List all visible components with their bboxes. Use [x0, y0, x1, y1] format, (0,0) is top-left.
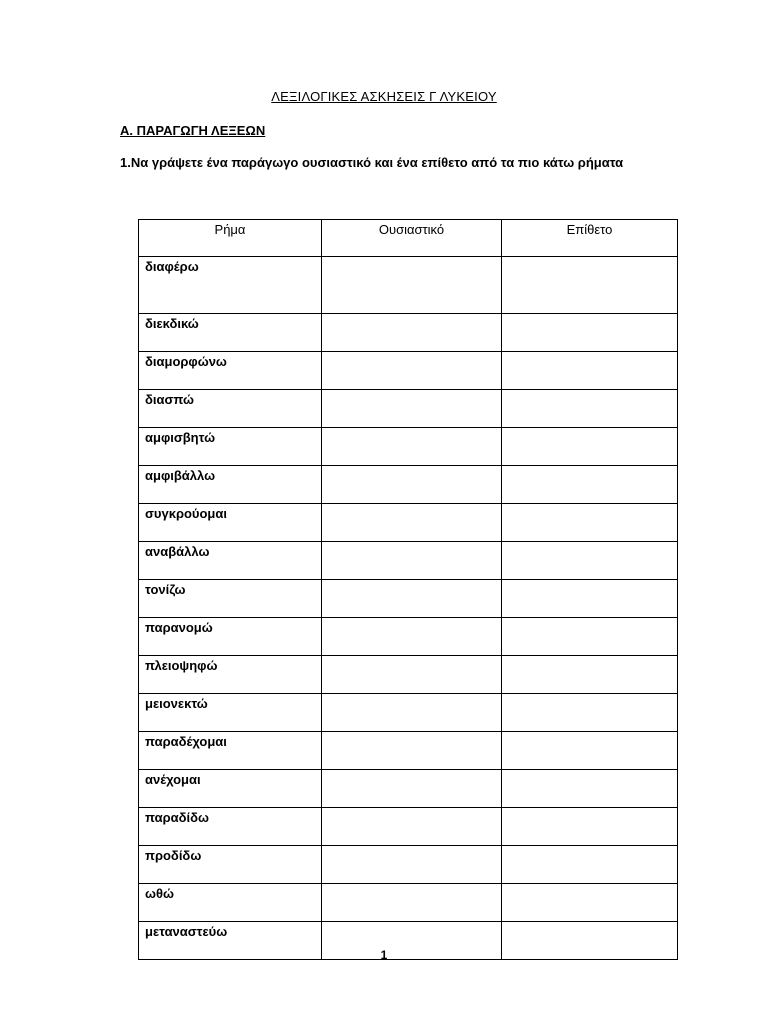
verb-cell: μεταναστεύω: [139, 922, 322, 960]
verb-cell: πλειοψηφώ: [139, 656, 322, 694]
noun-answer-cell[interactable]: [322, 390, 502, 428]
adjective-answer-cell[interactable]: [502, 390, 678, 428]
table-row: [139, 428, 678, 466]
adjective-answer-cell[interactable]: [502, 542, 678, 580]
header-verb: Ρήμα: [139, 220, 322, 257]
verb-cell: διασπώ: [139, 390, 322, 428]
verb-cell: διεκδικώ: [139, 314, 322, 352]
table-row: [139, 542, 678, 580]
table-row: [139, 618, 678, 656]
noun-answer-cell[interactable]: [322, 846, 502, 884]
noun-answer-cell[interactable]: [322, 656, 502, 694]
noun-answer-cell[interactable]: [322, 466, 502, 504]
verb-cell: αμφιβάλλω: [139, 466, 322, 504]
page-number: 1: [380, 948, 388, 962]
table-row: [139, 466, 678, 504]
noun-answer-cell[interactable]: [322, 542, 502, 580]
adjective-answer-cell[interactable]: [502, 770, 678, 808]
adjective-answer-cell[interactable]: [502, 352, 678, 390]
verb-cell: μειονεκτώ: [139, 694, 322, 732]
table-row: [139, 390, 678, 428]
adjective-answer-cell[interactable]: [502, 694, 678, 732]
verb-cell: αναβάλλω: [139, 542, 322, 580]
adjective-answer-cell[interactable]: [502, 732, 678, 770]
noun-answer-cell[interactable]: [322, 694, 502, 732]
verb-cell: παραδέχομαι: [139, 732, 322, 770]
table-row: [139, 770, 678, 808]
exercise-instruction: 1.Να γράψετε ένα παράγωγο ουσιαστικό και ένα επίθετο από τα πιο κάτω ρήματα: [120, 155, 624, 170]
section-heading: Α. ΠΑΡΑΓΩΓΗ ΛΕΞΕΩΝ: [120, 123, 266, 138]
noun-answer-cell[interactable]: [322, 884, 502, 922]
verb-cell: ωθώ: [139, 884, 322, 922]
verbs-table: [138, 219, 678, 960]
table-header-row: [139, 220, 678, 257]
table-row: [139, 732, 678, 770]
verb-cell: συγκρούομαι: [139, 504, 322, 542]
verb-cell: τονίζω: [139, 580, 322, 618]
table-row: [139, 808, 678, 846]
noun-answer-cell[interactable]: [322, 770, 502, 808]
adjective-answer-cell[interactable]: [502, 884, 678, 922]
noun-answer-cell[interactable]: [322, 314, 502, 352]
adjective-answer-cell[interactable]: [502, 846, 678, 884]
table-row: [139, 580, 678, 618]
document-title: ΛΕΞΙΛΟΓΙΚΕΣ ΑΣΚΗΣΕΙΣ Γ ΛΥΚΕΙΟΥ: [271, 89, 497, 104]
table-row: [139, 884, 678, 922]
adjective-answer-cell[interactable]: [502, 466, 678, 504]
verb-cell: παραδίδω: [139, 808, 322, 846]
adjective-answer-cell[interactable]: [502, 808, 678, 846]
noun-answer-cell[interactable]: [322, 732, 502, 770]
adjective-answer-cell[interactable]: [502, 314, 678, 352]
verb-cell: παρανομώ: [139, 618, 322, 656]
adjective-answer-cell[interactable]: [502, 580, 678, 618]
noun-answer-cell[interactable]: [322, 257, 502, 314]
table-row: [139, 656, 678, 694]
table-row: [139, 846, 678, 884]
verb-cell: προδίδω: [139, 846, 322, 884]
noun-answer-cell[interactable]: [322, 808, 502, 846]
verb-cell: διαφέρω: [139, 257, 322, 314]
table-row: [139, 352, 678, 390]
adjective-answer-cell[interactable]: [502, 257, 678, 314]
adjective-answer-cell[interactable]: [502, 428, 678, 466]
adjective-answer-cell[interactable]: [502, 504, 678, 542]
verb-cell: αμφισβητώ: [139, 428, 322, 466]
noun-answer-cell[interactable]: [322, 352, 502, 390]
header-noun: Ουσιαστικό: [322, 220, 502, 257]
verb-cell: διαμορφώνω: [139, 352, 322, 390]
table-row: [139, 504, 678, 542]
adjective-answer-cell[interactable]: [502, 656, 678, 694]
noun-answer-cell[interactable]: [322, 504, 502, 542]
table-row: [139, 694, 678, 732]
header-adjective: Επίθετο: [502, 220, 678, 257]
verb-cell: ανέχομαι: [139, 770, 322, 808]
noun-answer-cell[interactable]: [322, 618, 502, 656]
adjective-answer-cell[interactable]: [502, 618, 678, 656]
table-row: [139, 314, 678, 352]
table-row: [139, 257, 678, 314]
noun-answer-cell[interactable]: [322, 580, 502, 618]
noun-answer-cell[interactable]: [322, 428, 502, 466]
